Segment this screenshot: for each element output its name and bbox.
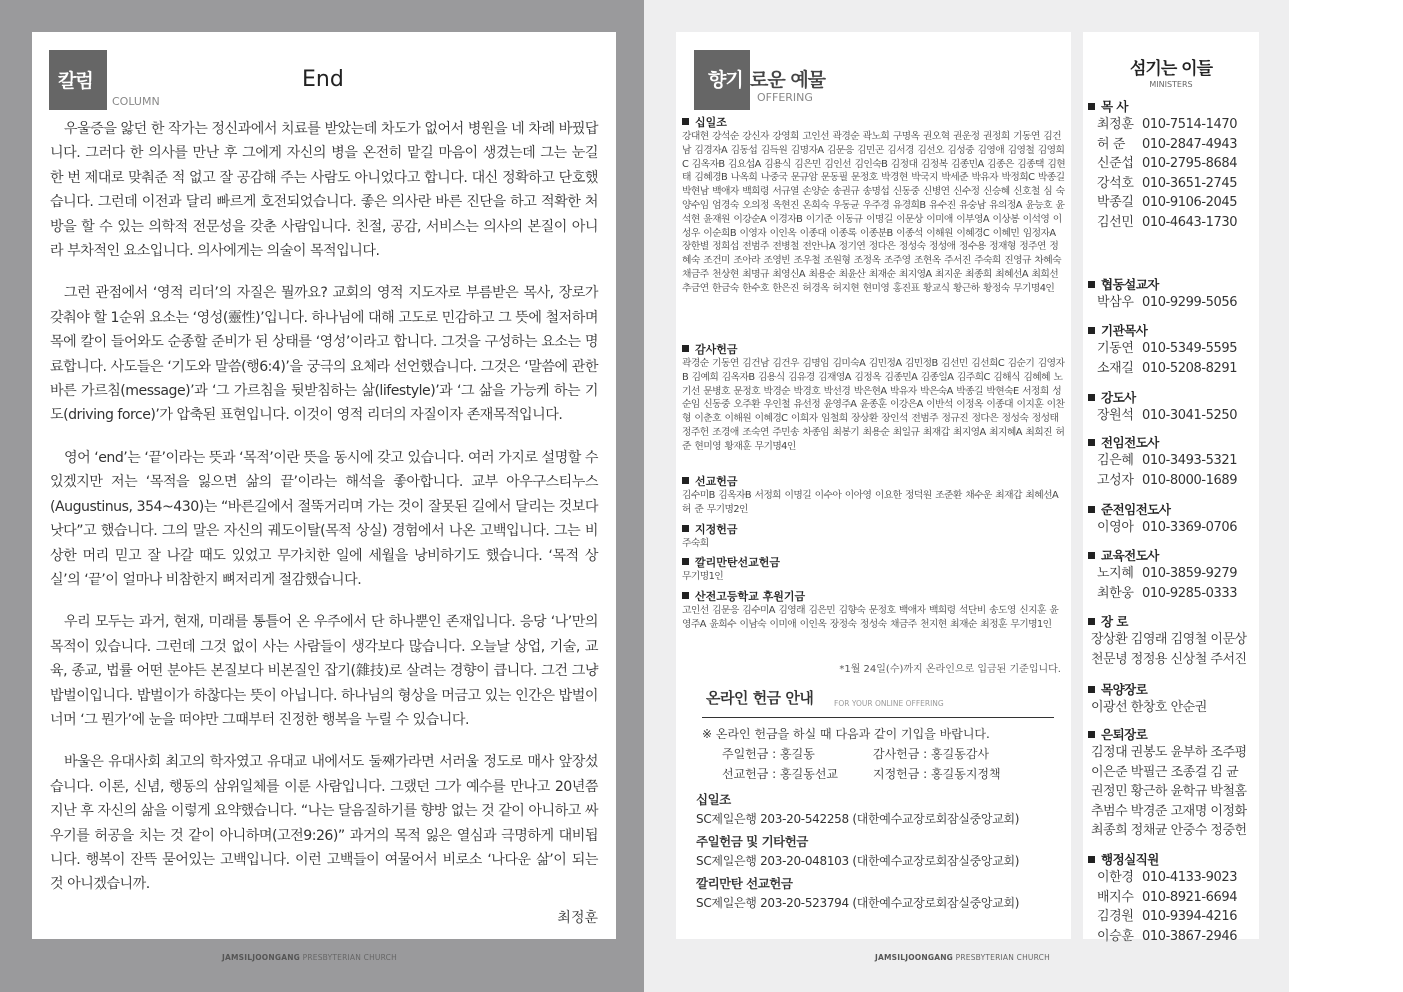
- minister-name: 김은혜: [1097, 453, 1134, 468]
- footer-right: [875, 953, 1050, 962]
- offering-title: 로운 예물: [750, 69, 826, 91]
- account-title: 십일조: [696, 792, 731, 807]
- elder-names: 이광선 한창호 안순권: [1091, 700, 1207, 715]
- minister-phone: 010-3493-5321: [1142, 453, 1238, 468]
- minister-row: [1088, 518, 1258, 538]
- online-example: 감사헌금 : 홍길동감사: [873, 747, 990, 761]
- ministers-sub: MINISTERS: [1149, 80, 1193, 89]
- offering-section-title: 십일조: [681, 116, 1066, 130]
- minister-row: [1088, 154, 1258, 174]
- column-paragraph: 그런 관점에서 ‘영적 리더’의 자질은 뭘까요? 교회의 영적 지도자로 부름받은 목사, 장로가 갖춰야 할 1순위 요소는 ‘영성(靈性)’입니다. 하나님에 대해 고도로 민감하고 그 뜻에 철저하며 목에 칼이 들어와도 순종할 준비가 된 상태를 ‘영성’이라고 합니다. 그것을 구성하는 요소는 명료합니다. 사도들은 ‘기도와 말씀(행6:4)’을 궁극의 요체라 선언했습니다. 그것은 ‘말씀에 관한 바른 가르침(message)’과 ‘그 가르침을 뒷받침하는 삶(lifestyle)’과 ‘그 삶을 가능케 하는 기도(driving force)’가 압축된 표현입니다. 이것이 영적 리더의 자질이자 존재목적입니다.: [50, 285, 598, 424]
- online-offering-title: 온라인 헌금 안내: [706, 689, 814, 707]
- offering-section-mission: [681, 475, 1066, 517]
- column-tag: 칼럼: [58, 70, 93, 92]
- column-tag-box: [49, 50, 107, 110]
- minister-row: [1088, 584, 1258, 604]
- minister-group: [1088, 276, 1258, 313]
- offering-section-title: 선교헌금: [681, 475, 1066, 489]
- minister-name: 신준섭: [1097, 156, 1134, 172]
- minister-row: [1088, 115, 1258, 135]
- minister-group-title: 교육전도사: [1088, 547, 1258, 564]
- minister-row: [1088, 174, 1258, 194]
- minister-name: 기동연: [1097, 341, 1134, 356]
- minister-name: 강석호: [1097, 175, 1134, 191]
- offering-section-names: 김수미B 김옥자B 서정희 이명길 이수아 이아영 이요한 정덕원 조준환 채수운 최재갑 최혜선A 허 준 무기명2인: [682, 490, 1059, 515]
- minister-row: [1088, 359, 1258, 379]
- minister-name: 최정훈: [1097, 117, 1134, 132]
- column-paragraph: 우리 모두는 과거, 현재, 미래를 통틀어 온 우주에서 단 하나뿐인 존재입니다. 응당 ‘나’만의 목적이 있습니다. 그런데 그것 없이 사는 사람들이 생각보다 많습니다. 오늘날 상업, 기술, 교육, 종교, 법률 어떤 분야든 본질보다 비본질인 잡기(雜技)로 살려는 경향이 큽니다. 그건 그냥 밥벌이입니다. 밥벌이가 하찮다는 뜻이 아닙니다. 하나님의 형상을 머금고 있는 인간은 밥벌이 너머 ‘그 뭔가’에 눈을 떠야만 그때부터 진정한 행복을 누릴 수 있습니다.: [50, 614, 598, 728]
- offering-tag-sub: OFFERING: [757, 91, 813, 104]
- minister-row: [1088, 927, 1258, 947]
- column-paragraph: 영어 ‘end’는 ‘끝’이라는 뜻과 ‘목적’이란 뜻을 동시에 갖고 있습니다. 여러 가지로 설명할 수 있겠지만 저는 ‘목적을 잃으면 삶의 끝’이라는 해석을 좋아합니다. 교부 아우구스티누스(Augustinus, 354~430)는 “바른길에서 절뚝거리며 가는 것이 잘못된 길에서 달리는 것보다 낫다”고 했습니다. 그의 말은 자신의 궤도이탈(목적 상실) 경험에서 나온 고백입니다. 그는 비상한 머리 믿고 잘 나갈 때도 있었고 무가치한 일에 세월을 낭비하기도 했습니다. ‘목적 상실’의 ‘끝’이 얼마나 비참한지 뼈저리게 절감했습니다.: [50, 449, 598, 588]
- minister-phone: 010-2847-4943: [1142, 136, 1238, 152]
- footer-church-rest: PRESBYTERIAN CHURCH: [953, 953, 1050, 962]
- offering-section-names: 고인선 김문응 김수미A 김영래 김은민 김향숙 문정호 백애자 백희령 석단비 송도영 신지훈 윤영주A 윤희수 이남숙 이미애 이인옥 장정숙 정성숙 채금주 천지현 최재순 최정훈 무기명1인: [682, 605, 1059, 630]
- minister-group: [1088, 726, 1258, 841]
- minister-name: 이한경: [1097, 870, 1134, 885]
- minister-phone: 010-9394-4216: [1142, 909, 1238, 925]
- column-tag-sub: COLUMN: [112, 95, 160, 108]
- minister-group: [1088, 389, 1258, 426]
- elder-names: 장상환 김영래 김영철 이문상: [1091, 632, 1247, 647]
- footer-church-bold: JAMSILJOONGANG: [875, 953, 954, 962]
- minister-name: 이영아: [1097, 520, 1134, 535]
- account-value: SC제일은행 203-20-542258 (대한예수교장로회잠실중앙교회): [696, 812, 1020, 826]
- minister-group-title: 준전임전도사: [1088, 501, 1258, 518]
- minister-phone: 010-3867-2946: [1142, 928, 1238, 944]
- minister-name: 박삼우: [1097, 295, 1134, 310]
- minister-group-title: 행정실직원: [1088, 851, 1258, 868]
- minister-name: 고성자: [1097, 472, 1134, 488]
- footer-church-rest: PRESBYTERIAN CHURCH: [300, 953, 397, 962]
- online-offering-note: ※ 온라인 헌금을 하실 때 다음과 같이 기입을 바랍니다.: [702, 727, 990, 741]
- offering-section-title: 지정헌금: [681, 523, 1066, 537]
- offering-section-names: 곽경순 기동연 김건남 김건우 김명임 김미숙A 김민정A 김민정B 김선민 김선희C 김순기 김영자B 김예희 김옥자B 김용식 김유경 김재영A 김정옥 김종민A 김종일A 김주희C 김해식 김혜혜 노기선 문병호 문정호 박경순 박경호 박선경 박은현A 박유자 박은숙A 박종길 박현숙E 서정희 성순임 신동중 오주환 우인철 유선정 윤영주A 윤종훈 이강은A 이반석 이정옥 이종대 이지훈 이찬형 이춘호 이해원 이혜경C 이희자 임철희 장상환 장인석 전범주 정규진 정다은 정성숙 정성태 정주헌 조경애 조숙연 주민송 차종임 최봉기 최용순 최일규 최재갑 최지영A 최지혜A 최희진 허 준 현미영 황재훈 무기명4인: [682, 358, 1065, 452]
- minister-name: 배지수: [1097, 889, 1134, 905]
- minister-row: [1088, 868, 1258, 888]
- minister-name: 최한웅: [1097, 585, 1134, 601]
- online-example: 지정헌금 : 홍길동지정책: [873, 767, 1001, 781]
- offering-section-school: [681, 590, 1066, 632]
- footer-church-bold: JAMSILJOONGANG: [222, 953, 301, 962]
- minister-phone: 010-7514-1470: [1142, 117, 1238, 132]
- column-paragraph: 우울증을 앓던 한 작가는 정신과에서 치료를 받았는데 차도가 없어서 병원을 네 차례 바꿨답니다. 그러다 한 의사를 만난 후 그에게 자신의 병을 온전히 맡길 마음이 생겼는데 그는 눈길 한 번 제대로 맞춰준 적 없고 잘 공감해 주는 사람도 아니었다고 합니다. 대신 정확하고 단호했습니다. 그런데 이전과 달리 빠르게 호전되었습니다. 좋은 의사란 바른 진단을 하고 적확한 처방을 할 수 있는 의학적 전문성을 갖춘 사람입니다. 친절, 공감, 서비스는 의사의 본질이 아니라 부차적인 요소입니다. 의사에게는 의술이 목적입니다.: [50, 121, 598, 260]
- minister-phone: 010-9299-5056: [1142, 295, 1238, 310]
- offering-page: [676, 32, 1071, 939]
- minister-phone: 010-4133-9023: [1142, 870, 1238, 885]
- minister-phone: 010-5208-8291: [1142, 360, 1238, 376]
- online-grid-right: [873, 744, 1001, 784]
- account-title: 깔리만탄 선교헌금: [696, 876, 793, 891]
- minister-name: 허 준: [1097, 136, 1126, 152]
- account-value: SC제일은행 203-20-048103 (대한예수교장로회잠실중앙교회): [696, 854, 1020, 868]
- minister-name: 김경원: [1097, 909, 1134, 925]
- minister-group-title: 목양장로: [1088, 681, 1258, 698]
- minister-phone: 010-3369-0706: [1142, 520, 1238, 535]
- ministers-page: [1083, 32, 1259, 944]
- minister-row: [1088, 564, 1258, 584]
- minister-row: [1088, 193, 1258, 213]
- minister-phone: 010-9285-0333: [1142, 585, 1238, 601]
- elder-names: 최종희 정채균 안중수 정중헌: [1091, 823, 1247, 839]
- minister-name: 이승훈: [1097, 928, 1134, 944]
- ministers-title: 섬기는 이들: [1129, 59, 1213, 79]
- offering-section-kalimantan: [681, 556, 1066, 584]
- minister-phone: 010-2795-8684: [1142, 156, 1238, 172]
- minister-group: [1088, 98, 1258, 233]
- minister-group: [1088, 681, 1258, 718]
- minister-row: [1088, 907, 1258, 927]
- minister-phone: 010-8921-6694: [1142, 889, 1238, 905]
- elder-names: 추범수 박경준 고재명 이정화: [1091, 803, 1247, 819]
- offering-tag: 향기: [708, 69, 743, 91]
- offering-section-title: 산전고등학교 후원기금: [681, 590, 1066, 604]
- online-grid-left: [722, 744, 838, 784]
- minister-row: [1088, 213, 1258, 233]
- minister-name: 김선민: [1097, 214, 1134, 230]
- column-author: 최정훈: [557, 910, 598, 926]
- footer-left: [222, 953, 397, 962]
- minister-row: [1088, 406, 1258, 426]
- minister-phone: 010-4643-1730: [1142, 214, 1238, 230]
- minister-group-title: 목 사: [1088, 98, 1258, 115]
- minister-row: [1088, 451, 1258, 471]
- elder-names: 권정민 황근하 윤학규 박철홈: [1091, 784, 1247, 800]
- minister-phone: 010-3041-5250: [1142, 408, 1238, 423]
- column-paragraph: 바울은 유대사회 최고의 학자였고 유대교 내에서도 둘째가라면 서러울 정도로 매사 앞장섰습니다. 이론, 신념, 행동의 삼위일체를 이룬 사람입니다. 그랬던 그가 예수를 만나고 20년쯤 지난 후 자신의 삶을 이렇게 요약했습니다. “나는 달음질하기를 향방 없는 것 같이 아니하고 싸우기를 허공을 치는 것 같이 아니하며(고전9:26)” 과거의 목적 잃은 열심과 극명하게 대비됩니다. 행복이 잔뜩 묻어있는 고백입니다. 이런 고백들이 여물어서 비로소 ‘나다운 삶’이 되는 것 아니겠습니까.: [50, 754, 598, 893]
- account-title: 주일헌금 및 기타헌금: [696, 834, 808, 849]
- minister-phone: 010-8000-1689: [1142, 472, 1238, 488]
- minister-group-title: 장 로: [1088, 613, 1258, 630]
- minister-group-title: 전임전도사: [1088, 434, 1258, 451]
- minister-group: [1088, 851, 1258, 946]
- minister-name: 노지혜: [1097, 566, 1134, 581]
- column-title: End: [302, 67, 344, 92]
- minister-row: [1088, 471, 1258, 491]
- minister-group-title: 강도사: [1088, 389, 1258, 406]
- minister-group-title: 은퇴장로: [1088, 726, 1258, 743]
- offering-section-names: 강대현 강석순 강신자 강영희 고인선 곽경순 곽노희 구명옥 권오혁 권운정 권정희 기동연 김건남 김경자A 김동섭 김득원 김명자A 김문응 김민곤 김서경 김선오 김성중 김영애 김영철 김영희C 김옥자B 김요섭A 김용식 김은민 김인선 김인숙B 김정대 김정복 김종민A 김종은 김종택 김현태 김혜경B 나옥희 나중국 문규암 문동필 문정호 박경현 박국지 박세준 박유자 박정희C 박종길 박현남 백애자 백희령 서규열 손양순 송권규 송명섭 신동중 신병연 신수정 신승혜 신호철 심 숙 양수임 엄경숙 오의정 옥현진 온희숙 우동균 우주경 유경희B 유수진 유숭남 유의정A 윤능호 윤석현 윤재원 이강순A 이경자B 이기준 이동규 이명길 이문상 이미애 이부영A 이상봉 이석영 이성우 이순희B 이영자 이인옥 이종대 이종록 이종분B 이종석 이해원 이혜경C 이혜민 임정자A 장한별 정희섭 전범주 전병철 전안나A 정기연 정다은 정성숙 정성애 정수용 정재형 정주연 정혜숙 조건미 조아라 조영빈 조우철 조원형 조정옥 조주영 조현옥 주서진 주숙희 진영규 차혜숙 채금주 천상현 최명규 최영신A 최용순 최윤산 최재순 최지영A 최지운 최종희 최혜선A 최희선 추금연 한금숙 한수호 한은진 허경옥 허지현 현미영 홍진표 황교식 황근하 황정숙 무기명4인: [682, 131, 1066, 294]
- online-example: 선교헌금 : 홍길동선교: [722, 767, 839, 781]
- minister-group-title: 기관목사: [1088, 322, 1258, 339]
- minister-name: 박종길: [1097, 195, 1134, 211]
- minister-row: [1088, 293, 1258, 313]
- minister-group: [1088, 501, 1258, 538]
- offering-note: *1월 24일(수)까지 온라인으로 입금된 기준입니다.: [839, 664, 1061, 675]
- offering-section-tithe: [681, 116, 1066, 296]
- account-value: SC제일은행 203-20-523794 (대한예수교장로회잠실중앙교회): [696, 896, 1020, 910]
- offering-section-title: 깔리만탄선교헌금: [681, 556, 1066, 570]
- elder-names: 천문녕 정정용 신상철 주서진: [1091, 651, 1247, 667]
- elder-names: 김정대 권봉도 윤부하 조주평: [1091, 745, 1247, 760]
- offering-section-names: 주숙희: [682, 538, 709, 549]
- online-divider: [702, 717, 1054, 718]
- online-offering-sub: FOR YOUR ONLINE OFFERING: [834, 699, 944, 708]
- page-edge-background: [1289, 0, 1403, 992]
- minister-group: [1088, 434, 1258, 490]
- minister-group-title: 협동설교자: [1088, 276, 1258, 293]
- minister-row: [1088, 888, 1258, 908]
- minister-name: 장원석: [1097, 408, 1134, 423]
- online-example: 주일헌금 : 홍길동: [722, 747, 815, 761]
- minister-group: [1088, 613, 1258, 669]
- column-body: [50, 117, 598, 915]
- offering-section-thanks: [681, 343, 1066, 454]
- offering-section-designated: [681, 523, 1066, 551]
- minister-row: [1088, 339, 1258, 359]
- minister-phone: 010-9106-2045: [1142, 195, 1238, 211]
- minister-phone: 010-3859-9279: [1142, 566, 1238, 581]
- minister-phone: 010-3651-2745: [1142, 175, 1238, 191]
- minister-name: 소재길: [1097, 360, 1134, 376]
- minister-group: [1088, 547, 1258, 603]
- offering-section-title: 감사헌금: [681, 343, 1066, 357]
- offering-section-names: 무기명1인: [682, 571, 724, 582]
- column-page: [32, 32, 616, 939]
- minister-group: [1088, 322, 1258, 378]
- offering-tag-box: [694, 50, 750, 110]
- minister-row: [1088, 135, 1258, 155]
- elder-names: 이은준 박필근 조종걸 김 균: [1091, 764, 1239, 780]
- minister-phone: 010-5349-5595: [1142, 341, 1238, 356]
